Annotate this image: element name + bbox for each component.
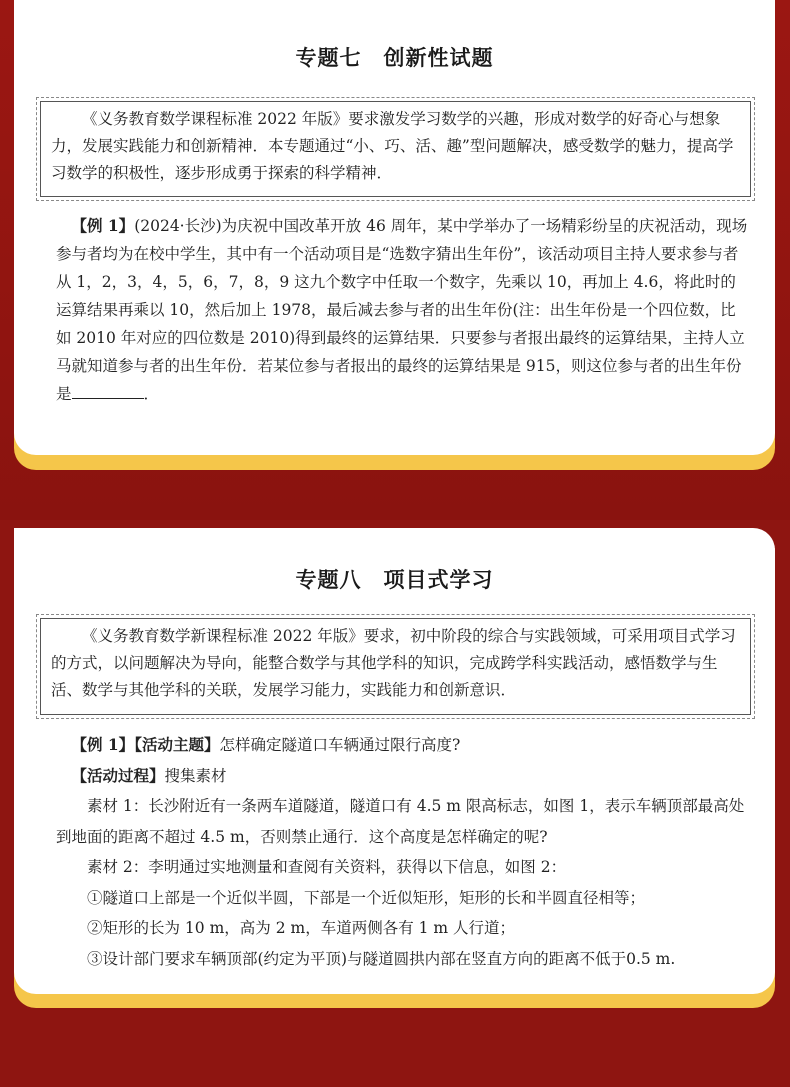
example-label: 【例 1】 [71,735,135,754]
section-card-7 [14,0,775,470]
material-1: 素材 1：长沙附近有一条两车道隧道，隧道口有 4.5 m 限高标志，如图 1，表示车辆顶部最高处到地面的距离不超过 4.5 m，否则禁止通行．这个高度是怎样确定的呢? [56,797,745,846]
list-item: ①隧道口上部是一个近似半圆，下部是一个近似矩形，矩形的长和半圆直径相等； [87,888,646,907]
section-title: 专题七 创新性试题 [295,45,494,70]
intro-frame [40,101,751,197]
section-card-8 [14,528,775,1008]
list-item: ②矩形的长为 10 m，高为 2 m，车道两侧各有 1 m 人行道； [87,919,516,937]
intro-text: 《义务教育数学课程标准 2022 年版》要求激发学习数学的兴趣，形成对数学的好奇心与想象力，发展实践能力和创新精神．本专题通过“小、巧、活、趣”型问题解决，感受数学的魅力，提高学习数学的积极性，逐步形成勇于探索的科学精神． [51,110,734,182]
material-2: 素材 2：李明通过实地测量和查阅有关资料，获得以下信息，如图 2： [87,858,567,876]
intro-text: 《义务教育数学新课程标准 2022 年版》要求，初中阶段的综合与实践领域，可采用项目式学习的方式，以问题解决为导向，能整合数学与其他学科的知识，完成跨学科实践活动，感悟数学与生活、数学与其他学科的关联，发展学习能力，实践能力和创新意识． [51,627,736,699]
example-block: 【例 1】【活动主题】怎样确定隧道口车辆通过限行高度? 【活动过程】搜集素材 素材 1：长沙附近有一条两车道隧道，隧道口有 4.5 m 限高标志，如图 1，表示车辆顶部最高处到地面的距离不超过 4.5 m，否则禁止通行．这个高度是怎样确定的呢? 素材 2：李明通过实地测量和查阅有关资料，获得以下信息，如图 2： ①隧道口上部是一个近似半圆，下部是一个近似矩形，矩形的长和半圆直径相等； ②矩形的长为 10 m，高为 2 m，车道两侧各有 1 m 人行道； ③设计部门要求车辆顶部(约定为平顶)与隧道圆拱内部在竖直方向的距离不低于0.5 m. [56,730,756,974]
example-text: (2024·长沙)为庆祝中国改革开放 46 周年，某中学举办了一场精彩纷呈的庆祝活动，现场参与者均为在校中学生，其中有一个活动项目是“选数字猜出生年份”，该活动项目主持人要求参与者从 1，2，3，4，5，6，7，8，9 这九个数字中任取一个数字，先乘以 10，再加上 4.6，将此时的运算结果再乘以 10，然后加上 1978，最后减去参与者的出生年份(注：出生年份是一个四位数，比如 2010 年对应的四位数是 2010)得到最终的运算结果．只要参与者报出最终的运算结果，主持人立马就知道参与者的出生年份．若某位参与者报出的最终的运算结果是 915，则这位参与者的出生年份是 [56,217,748,403]
answer-blank[interactable] [72,384,144,399]
intro-frame [40,618,751,715]
example-block: 【例 1】(2024·长沙)为庆祝中国改革开放 46 周年，某中学举办了一场精彩纷呈的庆祝活动，现场参与者均为在校中学生，其中有一个活动项目是“选数字猜出生年份”，该活动项目主持人要求参与者从 1，2，3，4，5，6，7，8，9 这九个数字中任取一个数字，先乘以 10，再加上 4.6，将此时的运算结果再乘以 10，然后加上 1978，最后减去参与者的出生年份(注：出生年份是一个四位数，比如 2010 年对应的四位数是 2010)得到最终的运算结果．只要参与者报出最终的运算结果，主持人立马就知道参与者的出生年份．若某位参与者报出的最终的运算结果是 915，则这位参与者的出生年份是 ． [56,216,748,403]
list-item: ③设计部门要求车辆顶部(约定为平顶)与隧道圆拱内部在竖直方向的距离不低于0.5 m. [87,949,676,968]
example-label: 【例 1】 [71,216,135,235]
section-title: 专题八 项目式学习 [295,567,494,592]
